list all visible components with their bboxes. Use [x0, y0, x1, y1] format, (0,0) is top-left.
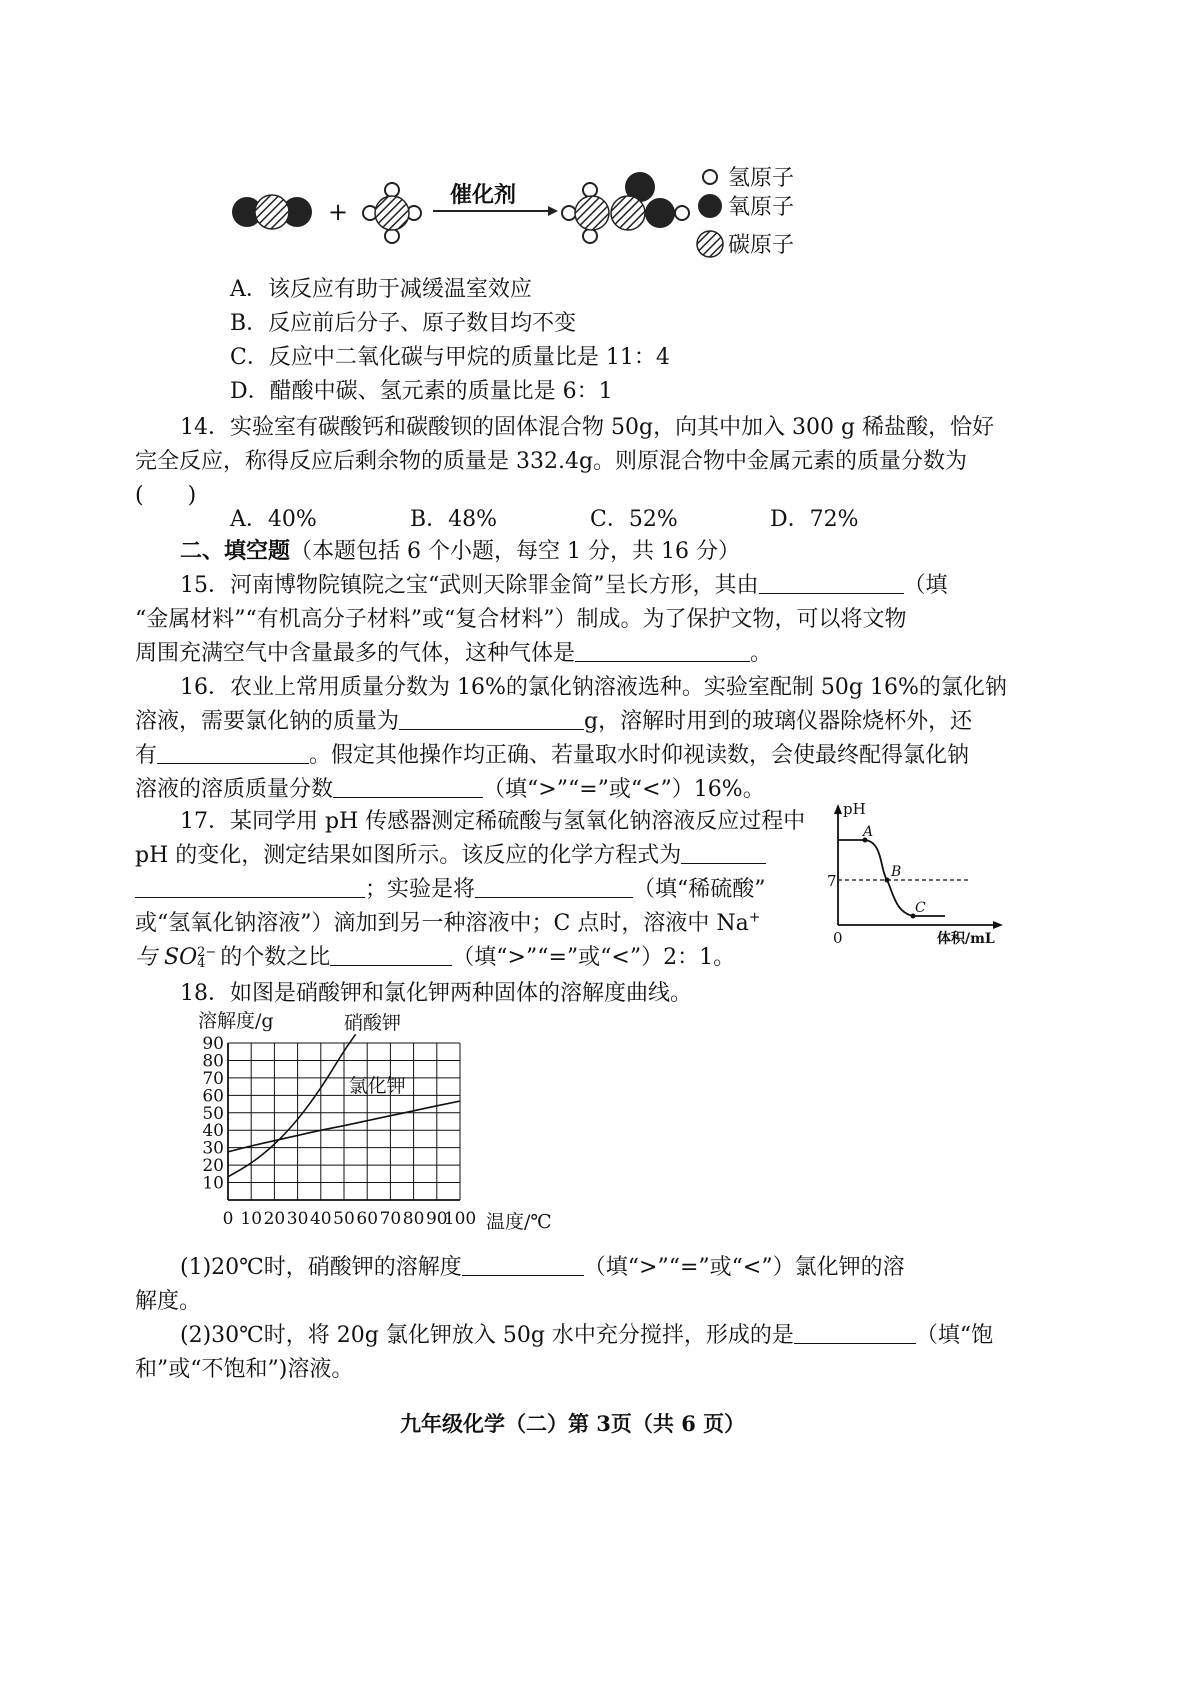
x-tick-label: 10	[240, 1209, 263, 1229]
q13-option-b: B．反应前后分子、原子数目均不变	[230, 311, 577, 336]
x-tick-label: 20	[263, 1209, 286, 1229]
q16-blank-1[interactable]	[399, 709, 584, 730]
q17-blank-2[interactable]	[475, 877, 633, 898]
q18-intro: 18．如图是硝酸钾和氯化钾两种固体的溶解度曲线。	[180, 981, 692, 1006]
ch4-molecule-icon	[363, 183, 421, 243]
chart-grid	[228, 1043, 460, 1200]
q13-option-c: C．反应中二氧化碳与甲烷的质量比是 11：4	[230, 345, 670, 370]
y-tick-label: 10	[202, 1173, 224, 1194]
q14-answer-bracket: ( )	[135, 483, 197, 508]
series-label-kcl: 氯化钾	[348, 1074, 406, 1097]
y-tick-labels	[202, 1034, 224, 1194]
x-tick-label: 100	[443, 1209, 477, 1229]
q13-option-a: A．该反应有助于减缓温室效应	[230, 277, 532, 302]
acetic-acid-molecule-icon	[562, 172, 689, 243]
q18-blank-1[interactable]	[462, 1255, 584, 1276]
q18-sub2-line-2: 和”或“不饱和”)溶液。	[135, 1357, 354, 1382]
q15-line-1: 15．河南博物院镇院之宝“武则天除罪金简”呈长方形，其由 （填	[180, 573, 948, 598]
y-tick-label: 50	[202, 1103, 224, 1124]
q17-line-1: 17．某同学用 pH 传感器测定稀硫酸与氢氧化钠溶液反应过程中	[180, 809, 806, 834]
y-tick-label: 80	[202, 1051, 224, 1072]
svg-text:氢原子: 氢原子	[728, 166, 795, 191]
q14-line-2: 完全反应，称得反应后剩余物的质量是 332.4g。则原混合物中金属元素的质量分数为	[135, 449, 968, 474]
x-tick-label: 60	[356, 1209, 379, 1229]
q18-sub1-line-2: 解度。	[135, 1289, 202, 1314]
x-tick-label: 50	[333, 1209, 355, 1229]
x-tick-label: 80	[402, 1209, 425, 1229]
atom-legend	[697, 166, 794, 258]
y-tick-label: 20	[202, 1156, 224, 1177]
x-tick-label: 0	[222, 1209, 234, 1229]
x-tick-labels	[223, 1209, 477, 1229]
q18-blank-2[interactable]	[794, 1323, 916, 1344]
volume-axis-label: 体积/mL	[937, 931, 995, 947]
point-b-label: B	[891, 864, 902, 880]
q17-line-3: ；实验是将 （填“稀硫酸”	[135, 872, 766, 903]
reaction-diagram	[220, 160, 820, 260]
ph-chart	[825, 800, 1005, 950]
x-tick-label: 40	[309, 1209, 332, 1229]
y-tick-label: 60	[202, 1086, 224, 1107]
page-footer: 九年级化学（二）第 3页（共 6 页）	[400, 1411, 746, 1436]
y-axis-label: 溶解度/g	[198, 1010, 274, 1032]
reaction-arrow	[433, 182, 558, 216]
y-tick-label: 90	[202, 1034, 224, 1054]
y-tick-label: 30	[202, 1138, 224, 1159]
q14-option-d: D．72%	[770, 507, 859, 532]
q16-line-1: 16．农业上常用质量分数为 16%的氯化钠溶液选种。实验室配制 50g 16%的氯化钠	[180, 675, 1007, 700]
ph-axis-label: pH	[843, 800, 866, 818]
oxygen-atom-icon	[698, 194, 722, 218]
q16-line-2: 溶液，需要氯化钠的质量为 g，溶解时用到的玻璃仪器除烧杯外，还	[135, 709, 973, 734]
q18-sub1-line-1: (1)20℃时，硝酸钾的溶解度 （填“>”“=”或“<”）氯化钾的溶	[180, 1255, 905, 1280]
q14-line-1: 14．实验室有碳酸钙和碳酸钡的固体混合物 50g，向其中加入 300 g 稀盐酸，恰好	[180, 415, 995, 440]
x-tick-label: 30	[286, 1209, 309, 1229]
point-c-label: C	[915, 900, 926, 916]
series-label-kno3: 硝酸钾	[344, 1012, 402, 1034]
q18-sub2-line-1: (2)30℃时，将 20g 氯化钾放入 50g 水中充分搅拌，形成的是 （填“饱	[180, 1323, 994, 1348]
q15-line-3: 周围充满空气中含量最多的气体，这种气体是 。	[135, 641, 773, 666]
point-a-label: A	[863, 824, 874, 840]
q17-blank-1a[interactable]	[681, 843, 766, 864]
section-heading	[180, 534, 740, 565]
ph-origin-label: 0	[833, 929, 843, 947]
hydrogen-atom-icon	[703, 170, 717, 184]
x-tick-label: 90	[425, 1209, 448, 1229]
point-b-marker	[885, 878, 890, 883]
co2-molecule-icon	[232, 195, 312, 229]
q15-blank-1[interactable]	[759, 573, 904, 594]
q15-line-2: “金属材料”“有机高分子材料”或“复合材料”）制成。为了保护文物，可以将文物	[135, 607, 907, 632]
q14-option-c: C．52%	[590, 507, 678, 532]
y-tick-label: 70	[202, 1068, 224, 1089]
svg-text:氧原子: 氧原子	[728, 195, 795, 220]
q15-blank-2[interactable]	[575, 641, 750, 662]
section-note: （本题包括 6 个小题，每空 1 分，共 16 分）	[290, 539, 740, 564]
x-axis-label: 温度/℃	[486, 1211, 552, 1233]
q17-blank-3[interactable]	[330, 945, 452, 966]
q16-line-4: 溶液的溶质质量分数 （填“>”“=”或“<”）16%。	[135, 777, 765, 802]
kno3-solubility-curve	[228, 1034, 356, 1177]
q16-blank-3[interactable]	[333, 777, 483, 798]
ph7-label: 7	[827, 872, 837, 890]
q14-option-a: A．40%	[230, 507, 317, 532]
catalyst-label: 催化剂	[450, 182, 517, 208]
svg-text:碳原子: 碳原子	[728, 233, 795, 258]
q14-option-b: B．48%	[410, 507, 498, 532]
q16-blank-2[interactable]	[157, 743, 309, 764]
y-tick-label: 40	[202, 1121, 224, 1142]
q17-line-4: 或“氢氧化钠溶液”）滴加到另一种溶液中；C 点时，溶液中 Na+	[135, 909, 761, 936]
q17-line-5: 与 SO 2− 4 的个数之比 （填“>”“=”或“<”）2：1。	[135, 945, 736, 971]
plus-sign: +	[328, 198, 349, 226]
x-tick-label: 70	[379, 1209, 402, 1229]
section-title: 二、填空题	[180, 538, 291, 564]
q16-line-3: 有 。假定其他操作均正确、若量取水时仰视读数，会使最终配得氯化钠	[135, 743, 970, 768]
q17-line-2: pH 的变化，测定结果如图所示。该反应的化学方程式为	[135, 838, 766, 869]
q17-blank-1b[interactable]	[135, 877, 365, 898]
solubility-chart	[190, 1005, 570, 1235]
carbon-atom-icon	[697, 231, 723, 257]
q13-option-d: D．醋酸中碳、氢元素的质量比是 6：1	[230, 379, 613, 404]
